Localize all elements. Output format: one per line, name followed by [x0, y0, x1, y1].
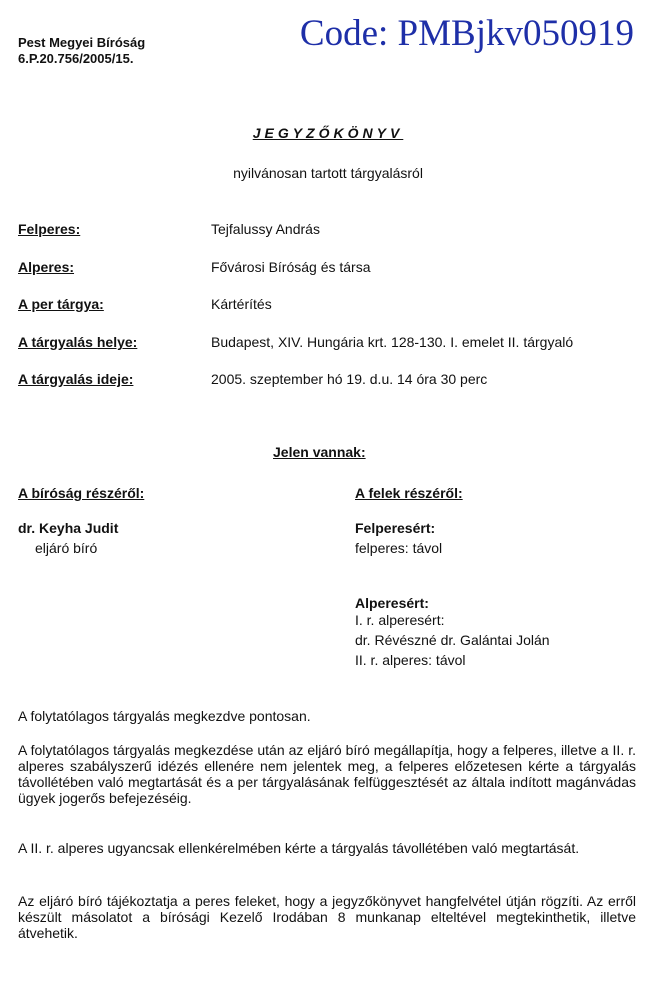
document-subtitle: nyilvánosan tartott tárgyalásról [233, 165, 423, 181]
defendant-rep-line: dr. Révészné dr. Galántai Jolán [355, 632, 550, 648]
plaintiff-rep-heading: Felperesért: [355, 520, 436, 536]
judge-role: eljáró bíró [35, 540, 98, 556]
subject-label: A per tárgya: [18, 296, 104, 312]
present-heading: Jelen vannak: [273, 444, 366, 460]
venue-value: Budapest, XIV. Hungária krt. 128-130. I. emelet II. tárgyaló [211, 334, 574, 350]
defendant-rep-heading: Alperesért: [355, 595, 429, 611]
paragraph: A folytatólagos tárgyalás megkezdése után az eljáró bíró megállapítja, hogy a felperes, illetve a II. r. alperes szabályszerű idézés ellenére nem jelentek meg, a felperes előzetesen kérte a tárgyalás távollétében való megtartását és a per tárgyalásának felfüggesztését az általa indított magánvádas ügyek jogerős befejezéséig. [18, 742, 636, 806]
paragraph: A folytatólagos tárgyalás megkezdve pontosan. [18, 708, 311, 724]
venue-label: A tárgyalás helye: [18, 334, 138, 350]
court-header [18, 35, 145, 67]
plaintiff-label: Felperes: [18, 221, 81, 237]
defendant-rep-line: II. r. alperes: távol [355, 652, 466, 668]
hearing-time-label: A tárgyalás ideje: [18, 371, 134, 387]
paragraph: A II. r. alperes ugyancsak ellenkérelmében kérte a tárgyalás távollétében való megtartását. [18, 840, 580, 856]
defendant-value: Fővárosi Bíróság és társa [211, 259, 371, 275]
subject-value: Kártérítés [211, 296, 272, 312]
parties-side-heading: A felek részéről: [355, 485, 463, 501]
plaintiff-value: Tejfalussy András [211, 221, 320, 237]
plaintiff-rep-line: felperes: távol [355, 540, 443, 556]
defendant-rep-line: I. r. alperesért: [355, 612, 445, 628]
case-number: 6.P.20.756/2005/15. [18, 51, 134, 66]
judge-name: dr. Keyha Judit [18, 520, 119, 536]
court-name: Pest Megyei Bíróság [18, 35, 146, 50]
document-title: JEGYZŐKÖNYV [252, 125, 404, 141]
hearing-time-value: 2005. szeptember hó 19. d.u. 14 óra 30 perc [211, 371, 488, 387]
document-code: Code: PMBjkv050919 [299, 13, 634, 54]
paragraph: Az eljáró bíró tájékoztatja a peres feleket, hogy a jegyzőkönyvet hangfelvétel útján rögzíti. Az erről készült másolatot a bírósági Kezelő Irodában 8 munkanap elteltével megtekinthetik, illetve átvehetik. [18, 893, 636, 941]
court-side-heading: A bíróság részéről: [18, 485, 145, 501]
defendant-label: Alperes: [18, 259, 75, 275]
